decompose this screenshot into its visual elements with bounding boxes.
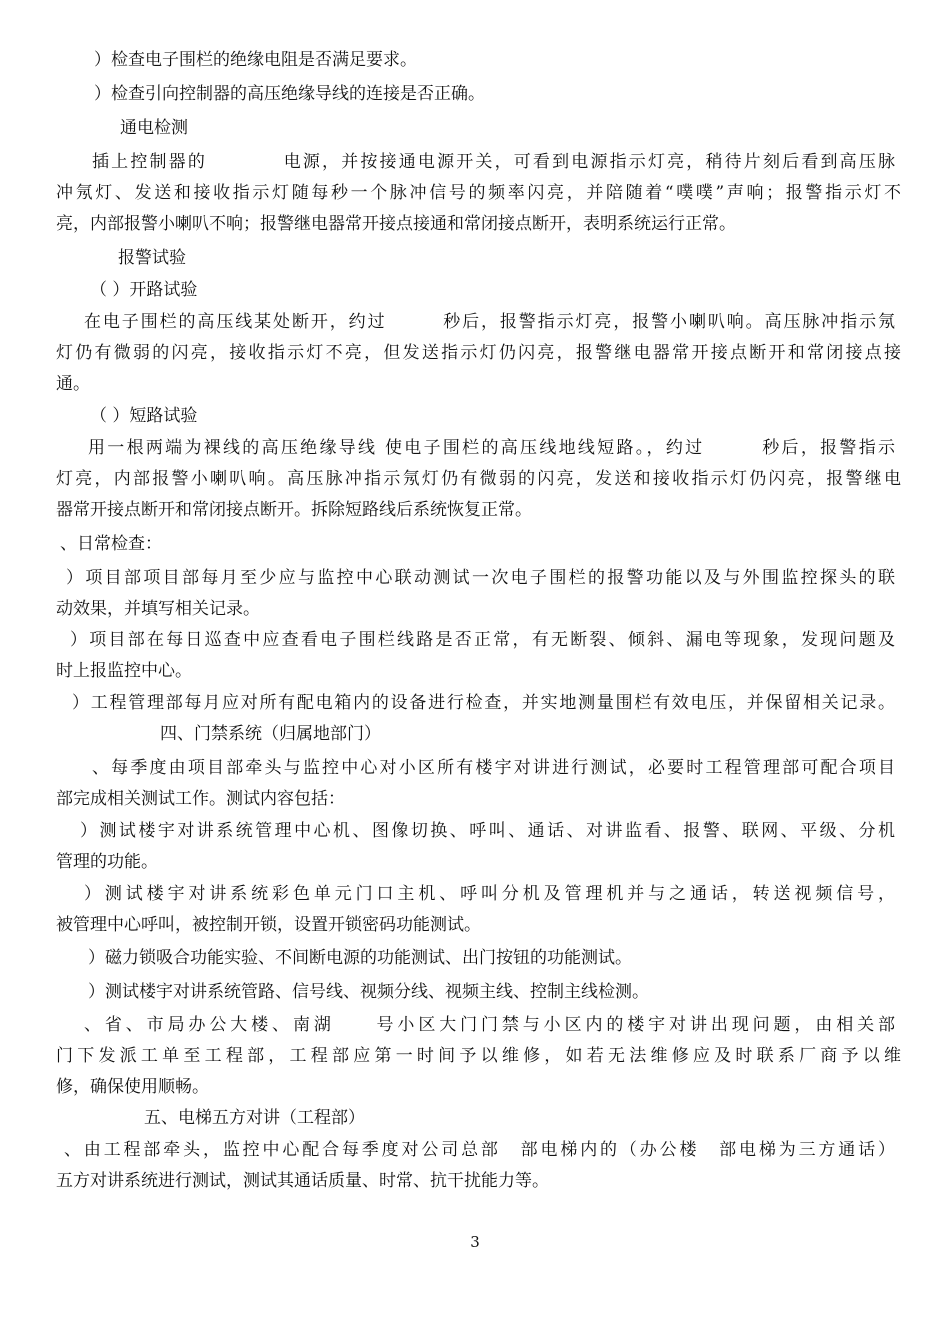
section-heading: 、日常检查： bbox=[60, 534, 162, 554]
section-heading: 报警试验 bbox=[118, 248, 186, 268]
text-line: 器常开接点断开和常闭接点断开。拆除短路线后系统恢复正常。 bbox=[56, 500, 532, 520]
text-line: ）项目部在每日巡查中应查看电子围栏线路是否正常，有无断裂、倾斜、漏电等现象，发现问题及 bbox=[70, 630, 895, 650]
text-line: 插上控制器的 电源，并按接通电源开关，可看到电源指示灯亮，稍待片刻后看到高压脉 bbox=[92, 152, 895, 172]
text-line: 通。 bbox=[56, 374, 90, 394]
text-line: 、省、市局办公大楼、南湖 号小区大门门禁与小区内的楼宇对讲出现问题，由相关部 bbox=[84, 1015, 895, 1035]
text-line: ）检查引向控制器的高压绝缘导线的连接是否正确。 bbox=[94, 84, 485, 104]
text-line: ）磁力锁吸合功能实验、不间断电源的功能测试、出门按钮的功能测试。 bbox=[88, 948, 632, 968]
text-line: 、每季度由项目部牵头与监控中心对小区所有楼宇对讲进行测试，必要时工程管理部可配合项目 bbox=[92, 758, 895, 778]
text-line: 五方对讲系统进行测试，测试其通话质量、时常、抗干扰能力等。 bbox=[56, 1171, 549, 1191]
text-line: 时上报监控中心。 bbox=[56, 661, 192, 681]
text-line: ）测试楼宇对讲系统管理中心机、图像切换、呼叫、通话、对讲监看、报警、联网、平级、分机 bbox=[80, 821, 895, 841]
section-heading: 四、门禁系统（归属地部门） bbox=[160, 724, 381, 744]
subsection-heading: （ ）短路试验 bbox=[90, 406, 198, 426]
text-line: ）工程管理部每月应对所有配电箱内的设备进行检查，并实地测量围栏有效电压，并保留相关记录。 bbox=[72, 693, 895, 713]
text-line: 、由工程部牵头，监控中心配合每季度对公司总部 部电梯内的（办公楼 部电梯为三方通话） bbox=[64, 1140, 895, 1160]
text-line: 门下发派工单至工程部，工程部应第一时间予以维修，如若无法维修应及时联系厂商予以维 bbox=[56, 1046, 901, 1066]
section-heading: 通电检测 bbox=[120, 118, 188, 138]
text-line: ）项目部项目部每月至少应与监控中心联动测试一次电子围栏的报警功能以及与外围监控探头的联 bbox=[66, 568, 895, 588]
text-line: 部完成相关测试工作。测试内容包括： bbox=[56, 789, 345, 809]
text-line: ）检查电子围栏的绝缘电阻是否满足要求。 bbox=[94, 50, 417, 70]
text-line: 修，确保使用顺畅。 bbox=[56, 1077, 209, 1097]
text-line: 管理的功能。 bbox=[56, 852, 158, 872]
text-line: 冲氖灯、发送和接收指示灯随每秒一个脉冲信号的频率闪亮，并陪随着“噗噗”声响；报警指示灯不 bbox=[56, 183, 901, 203]
page-number: 3 bbox=[470, 1233, 480, 1251]
text-line: 在电子围栏的高压线某处断开，约过 秒后，报警指示灯亮，报警小喇叭响。高压脉冲指示氖 bbox=[84, 312, 895, 332]
section-heading: 五、电梯五方对讲（工程部） bbox=[144, 1108, 365, 1128]
text-line: ）测试楼宇对讲系统彩色单元门口主机、呼叫分机及管理机并与之通话，转送视频信号， bbox=[84, 884, 895, 904]
text-line: 亮，内部报警小喇叭不响；报警继电器常开接点接通和常闭接点断开，表明系统运行正常。 bbox=[56, 214, 736, 234]
text-line: 动效果，并填写相关记录。 bbox=[56, 599, 260, 619]
text-line: 被管理中心呼叫，被控制开锁，设置开锁密码功能测试。 bbox=[56, 915, 481, 935]
text-line: 灯仍有微弱的闪亮，接收指示灯不亮，但发送指示灯仍闪亮，报警继电器常开接点断开和常闭接点接 bbox=[56, 343, 901, 363]
text-line: 灯亮，内部报警小喇叭响。高压脉冲指示氖灯仍有微弱的闪亮，发送和接收指示灯仍闪亮，报警继电 bbox=[56, 469, 901, 489]
text-line: 用一根两端为裸线的高压绝缘导线 使电子围栏的高压线地线短路。，约过 秒后，报警指示 bbox=[88, 438, 895, 458]
text-line: ）测试楼宇对讲系统管路、信号线、视频分线、视频主线、控制主线检测。 bbox=[88, 982, 649, 1002]
subsection-heading: （ ）开路试验 bbox=[90, 280, 198, 300]
